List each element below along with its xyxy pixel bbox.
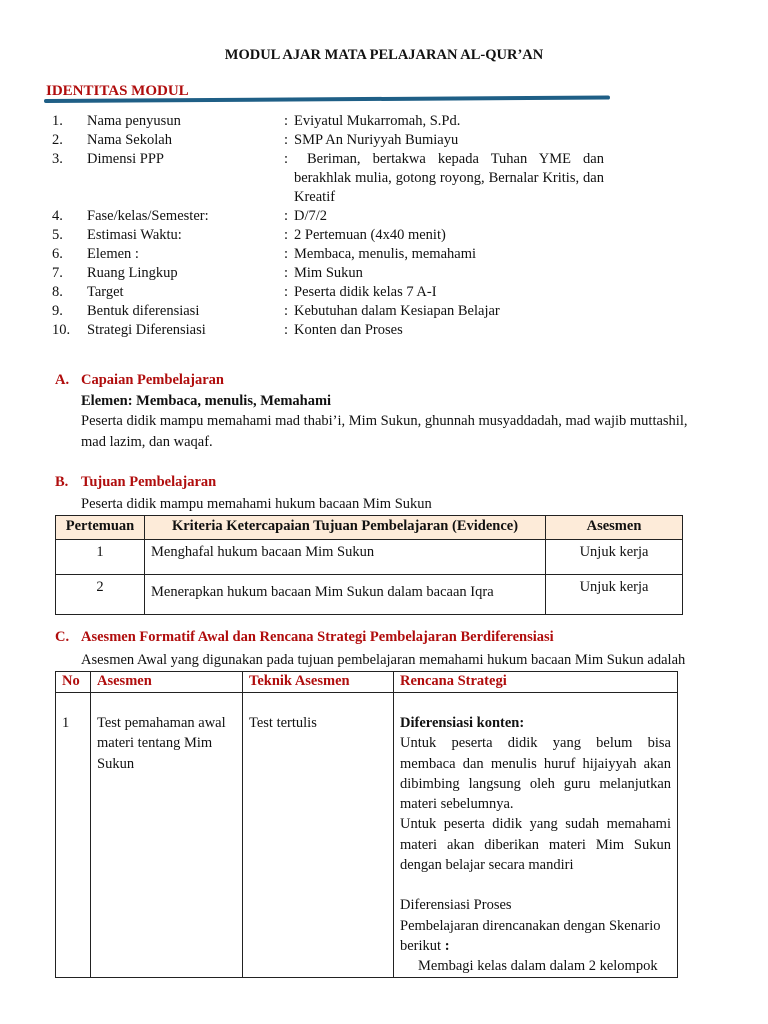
section-b-heading: B. Tujuan Pembelajaran	[55, 474, 217, 490]
table-row: 1 Menghafal hukum bacaan Mim Sukun Unjuk kerja	[56, 540, 683, 575]
table-header: Rencana Strategi	[394, 672, 678, 693]
table-header-row	[56, 516, 683, 540]
table-header: Teknik Asesmen	[243, 672, 394, 693]
section-c-heading: C. Asesmen Formatif Awal dan Rencana Strategi Pembelajaran Berdiferensiasi	[55, 629, 554, 645]
table-row: 1 Test pemahaman awal materi tentang Mim Sukun Test tertulis Diferensiasi konten: Untuk peserta didik yang belum bisa membaca dan menulis huruf hijaiyyah akan dibimbing langsung oleh guru melanjutkan materi sebelumnya. Untuk peserta didik yang sudah memahami materi akan diberikan materi Mim Sukun dengan belajar secara mandiri Diferensiasi Proses Pembelajaran direncanakan dengan Skenario berikut : Membagi kelas dalam dalam 2 kelompok	[56, 693, 678, 978]
table-row: 2 Menerapkan hukum bacaan Mim Sukun dalam bacaan Iqra Unjuk kerja	[56, 575, 683, 615]
section-a-subheading: Elemen: Membaca, menulis, Memahami	[81, 393, 332, 409]
table-header: Asesmen	[91, 672, 243, 693]
table-header: Pertemuan	[56, 516, 145, 540]
section-b-intro: Peserta didik mampu memahami hukum bacaan Mim Sukun	[81, 496, 432, 512]
table-header: Kriteria Ketercapaian Tujuan Pembelajaran (Evidence)	[145, 516, 546, 540]
asesmen-table	[55, 671, 678, 978]
table-header: Asesmen	[546, 516, 683, 540]
section-a-text: Peserta didik mampu memahami mad thabi’i, Mim Sukun, ghunnah musyaddadah, mad wajib muttashil, mad lazim, dan waqaf.	[81, 413, 688, 450]
page-title: MODUL AJAR MATA PELAJARAN AL-QUR’AN	[224, 47, 544, 63]
tujuan-table	[55, 515, 683, 615]
table-header-row	[56, 672, 678, 693]
identitas-heading: IDENTITAS MODUL	[46, 83, 189, 99]
rencana-strategi-cell: Diferensiasi konten: Untuk peserta didik yang belum bisa membaca dan menulis huruf hijaiyyah akan dibimbing langsung oleh guru melanjutkan materi sebelumnya. Untuk peserta didik yang sudah memahami materi akan diberikan materi Mim Sukun dengan belajar secara mandiri Diferensiasi Proses Pembelajaran direncanakan dengan Skenario berikut : Membagi kelas dalam dalam 2 kelompok	[394, 693, 678, 978]
table-header: No	[56, 672, 91, 693]
section-c-intro: Asesmen Awal yang digunakan pada tujuan pembelajaran memahami hukum bacaan Mim Sukun adalah	[81, 652, 686, 668]
section-a-heading: A. Capaian Pembelajaran	[55, 372, 224, 388]
